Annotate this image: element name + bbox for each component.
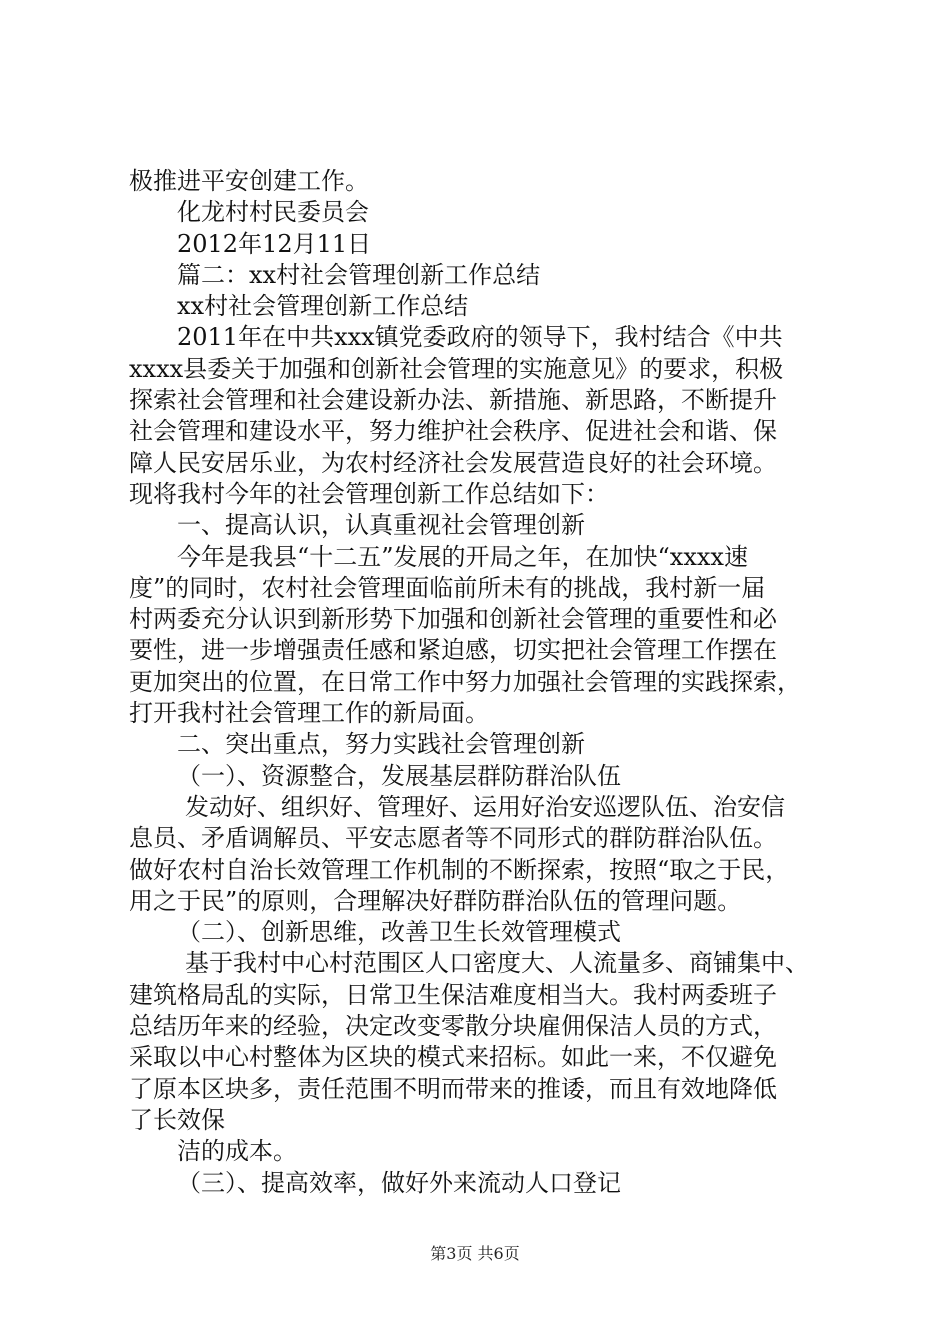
text-line: 基于我村中心村范围区人口密度大、人流量多、商铺集中、: [185, 949, 809, 978]
text-line: 障人民安居乐业，为农村经济社会发展营造良好的社会环境。: [129, 448, 777, 477]
text-line: 洁的成本。: [177, 1137, 297, 1166]
text-line: 息员、矛盾调解员、平安志愿者等不同形式的群防群治队伍。: [129, 824, 777, 853]
text-line: 探索社会管理和社会建设新办法、新措施、新思路，不断提升: [129, 386, 777, 415]
text-line: 今年是我县“十二五”发展的开局之年，在加快“xxxx速: [177, 542, 748, 571]
text-line: xxxx县委关于加强和创新社会管理的实施意见》的要求，积极: [129, 354, 784, 383]
text-line: 采取以中心村整体为区块的模式来招标。如此一来，不仅避免: [129, 1043, 777, 1072]
page-footer: 第3页 共6页: [430, 1244, 520, 1263]
text-line: 发动好、组织好、管理好、运用好治安巡逻队伍、治安信: [185, 792, 785, 821]
text-line: 度”的同时，农村社会管理面临前所未有的挑战，我村新一届: [129, 573, 766, 602]
text-line: 极推进平安创建工作。: [129, 167, 369, 195]
text-line: 化龙村村民委员会: [177, 198, 369, 227]
text-line: 社会管理和建设水平，努力维护社会秩序、促进社会和谐、保: [129, 417, 777, 446]
text-line: 二、突出重点，努力实践社会管理创新: [177, 730, 585, 759]
document-body: [129, 166, 829, 1199]
text-line: 2011年在中共xxx镇党委政府的领导下，我村结合《中共: [177, 323, 783, 352]
text-line: 现将我村今年的社会管理创新工作总结如下：: [129, 479, 609, 508]
text-line: 了原本区块多，责任范围不明而带来的推诿，而且有效地降低: [129, 1074, 777, 1103]
text-line: 了长效保: [129, 1105, 225, 1134]
text-line: 建筑格局乱的实际，日常卫生保洁难度相当大。我村两委班子: [129, 980, 777, 1009]
text-line: （一）、资源整合，发展基层群防群治队伍: [177, 761, 621, 790]
text-line: （三）、提高效率，做好外来流动人口登记: [177, 1168, 621, 1197]
text-line: 篇二：xx村社会管理创新工作总结: [177, 260, 541, 289]
text-line: xx村社会管理创新工作总结: [177, 292, 469, 321]
text-line: 村两委充分认识到新形势下加强和创新社会管理的重要性和必: [129, 605, 777, 634]
text-line: 一、提高认识，认真重视社会管理创新: [177, 511, 585, 540]
text-line: 2012年12月11日: [177, 229, 372, 258]
text-line: 打开我村社会管理工作的新局面。: [129, 699, 489, 728]
text-line: 要性，进一步增强责任感和紧迫感，切实把社会管理工作摆在: [129, 636, 777, 665]
text-line: 更加突出的位置，在日常工作中努力加强社会管理的实践探索，: [129, 667, 801, 696]
text-line: 用之于民”的原则，合理解决好群防群治队伍的管理问题。: [129, 886, 742, 915]
text-line: 总结历年来的经验，决定改变零散分块雇佣保洁人员的方式，: [129, 1012, 777, 1041]
text-line: 做好农村自治长效管理工作机制的不断探索，按照“取之于民，: [129, 855, 790, 884]
text-line: （二）、创新思维，改善卫生长效管理模式: [177, 918, 621, 947]
